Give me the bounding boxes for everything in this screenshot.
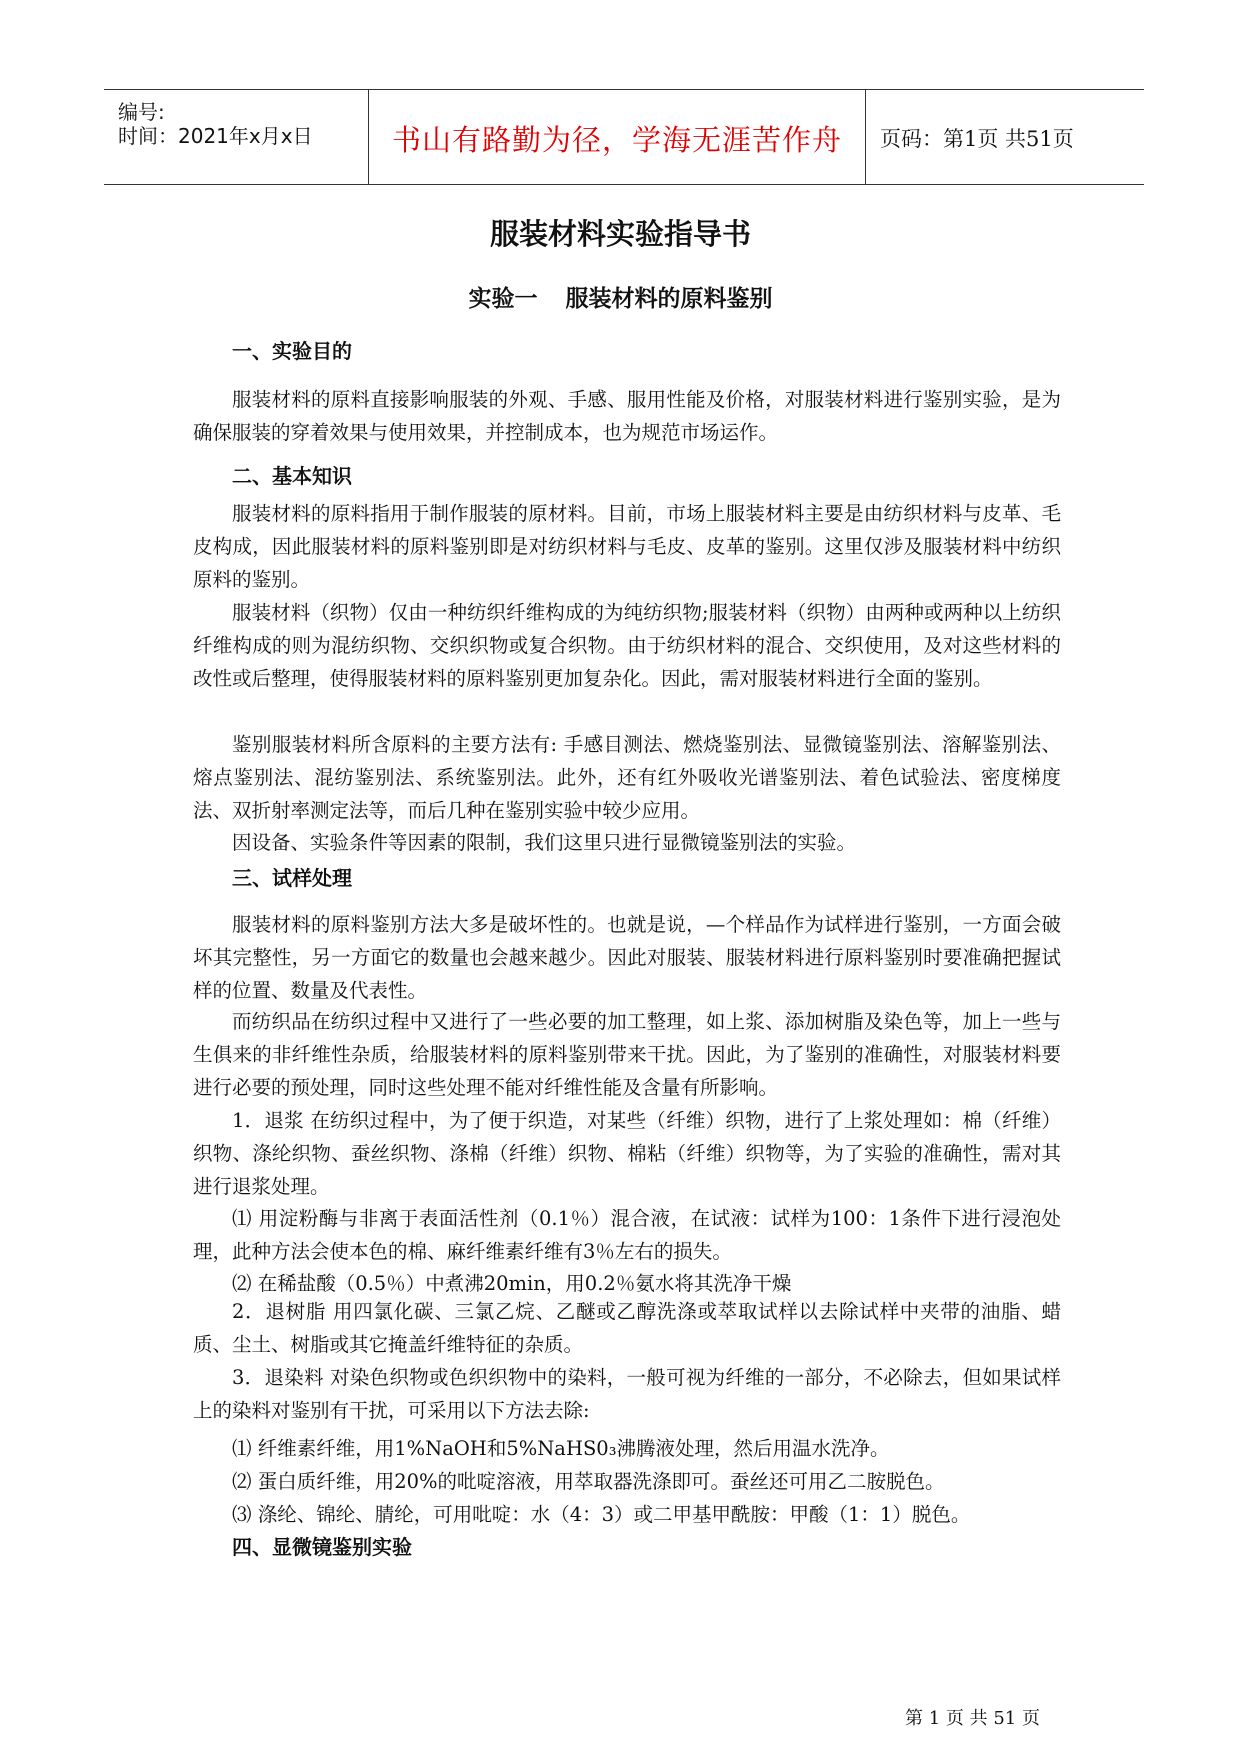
header-page-cell: [866, 90, 1144, 184]
section-heading-basics: 二、基本知识: [232, 464, 352, 488]
header-motto: 书山有路勤为径，学海无涯苦作舟: [391, 123, 842, 157]
section-heading-sample-prep: 三、试样处理: [232, 866, 352, 890]
paragraph-basics-4: 因设备、实验条件等因素的限制，我们这里只进行显微镜鉴别法的实验。: [232, 831, 857, 854]
line-dye-removal-cellulose: ⑴ 纤维素纤维，用1%NaOH和5%NaHS0₃沸腾液处理，然后用温水洗净。: [232, 1437, 890, 1460]
line-desizing-method-2: ⑵ 在稀盐酸（0.5％）中煮沸20min，用0.2％氨水将其洗净干燥: [232, 1272, 792, 1295]
header-page-info: 页码：第1页 共51页: [880, 127, 1074, 151]
section-heading-purpose: 一、实验目的: [232, 339, 352, 363]
paragraph-desizing: 1．退浆 在纺织过程中，为了便于织造，对某些（纤维）织物，进行了上浆处理如：棉（纤维）织物、涤纶织物、蚕丝织物、涤棉（纤维）织物、棉粘（纤维）织物等，为了实验的准确性，需对其进行退浆处理。: [193, 1109, 1061, 1198]
paragraph-basics-2: 服装材料（织物）仅由一种纺织纤维构成的为纯纺织物;服装材料（织物）由两种或两种以上纺织纤维构成的则为混纺织物、交织织物或复合织物。由于纺织材料的混合、交织使用，及对这些材料的改性或后整理，使得服装材料的原料鉴别更加复杂化。因此，需对服装材料进行全面的鉴别。: [193, 601, 1061, 690]
line-dye-removal-protein: ⑵ 蛋白质纤维，用20%的吡啶溶液，用萃取器洗涤即可。蚕丝还可用乙二胺脱色。: [232, 1470, 945, 1493]
line-dye-removal-synthetic: ⑶ 涤纶、锦纶、腈纶，可用吡啶：水（4：3）或二甲基甲酰胺：甲酸（1：1）脱色。: [232, 1503, 971, 1526]
header-left-cell: [104, 90, 369, 184]
paragraph-dye-removal: 3．退染料 对染色织物或色织织物中的染料，一般可视为纤维的一部分，不必除去，但如果试样上的染料对鉴别有干扰，可采用以下方法去除:: [193, 1366, 1061, 1422]
paragraph-resin-removal: 2．退树脂 用四氯化碳、三氯乙烷、乙醚或乙醇洗涤或萃取试样以去除试样中夹带的油脂、蜡质、尘土、树脂或其它掩盖纤维特征的杂质。: [193, 1300, 1061, 1356]
experiment-name: 服装材料的原料鉴别: [565, 286, 773, 312]
paragraph-desizing-method-1: ⑴ 用淀粉酶与非离于表面活性剂（0.1％）混合液，在试液：试样为100：1条件下进行浸泡处理，此种方法会使本色的棉、麻纤维素纤维有3％左右的损失。: [193, 1207, 1061, 1263]
paragraph-basics-3: 鉴别服装材料所含原料的主要方法有: 手感目测法、燃烧鉴别法、显微镜鉴别法、溶解鉴别法、熔点鉴别法、混纺鉴别法、系统鉴别法。此外，还有红外吸收光谱鉴别法、着色试验法、密度梯度法、双折射率测定法等，而后几种在鉴别实验中较少应用。: [193, 733, 1061, 822]
paragraph-purpose: 服装材料的原料直接影响服装的外观、手感、服用性能及价格，对服装材料进行鉴别实验，是为确保服装的穿着效果与使用效果，并控制成本，也为规范市场运作。: [193, 388, 1061, 444]
document-number-label: 编号:: [118, 100, 165, 124]
document-title: 服装材料实验指导书: [489, 217, 751, 251]
experiment-number: 实验一: [468, 286, 538, 312]
paragraph-basics-1: 服装材料的原料指用于制作服装的原材料。目前，市场上服装材料主要是由纺织材料与皮革、毛皮构成，因此服装材料的原料鉴别即是对纺织材料与毛皮、皮革的鉴别。这里仅涉及服装材料中纺织原料的鉴别。: [193, 502, 1061, 591]
page-footer: 第 1 页 共 51 页: [905, 1708, 1040, 1729]
paragraph-sample-2: 而纺织品在纺织过程中又进行了一些必要的加工整理，如上浆、添加树脂及染色等，加上一些与生俱来的非纤维性杂质，给服装材料的原料鉴别带来干扰。因此，为了鉴别的准确性，对服装材料要进行必要的预处理，同时这些处理不能对纤维性能及含量有所影响。: [193, 1010, 1061, 1099]
section-heading-microscope: 四、显微镜鉴别实验: [232, 1535, 412, 1559]
page-header: [104, 89, 1144, 185]
experiment-subtitle: [0, 280, 1241, 313]
paragraph-sample-1: 服装材料的原料鉴别方法大多是破坏性的。也就是说，—个样品作为试样进行鉴别，一方面会破坏其完整性，另一方面它的数量也会越来越少。因此对服装、服装材料进行原料鉴别时要准确把握试样的位置、数量及代表性。: [193, 913, 1061, 1002]
header-motto-cell: [369, 90, 866, 184]
document-time-label: 时间：2021年x月x日: [118, 124, 313, 148]
